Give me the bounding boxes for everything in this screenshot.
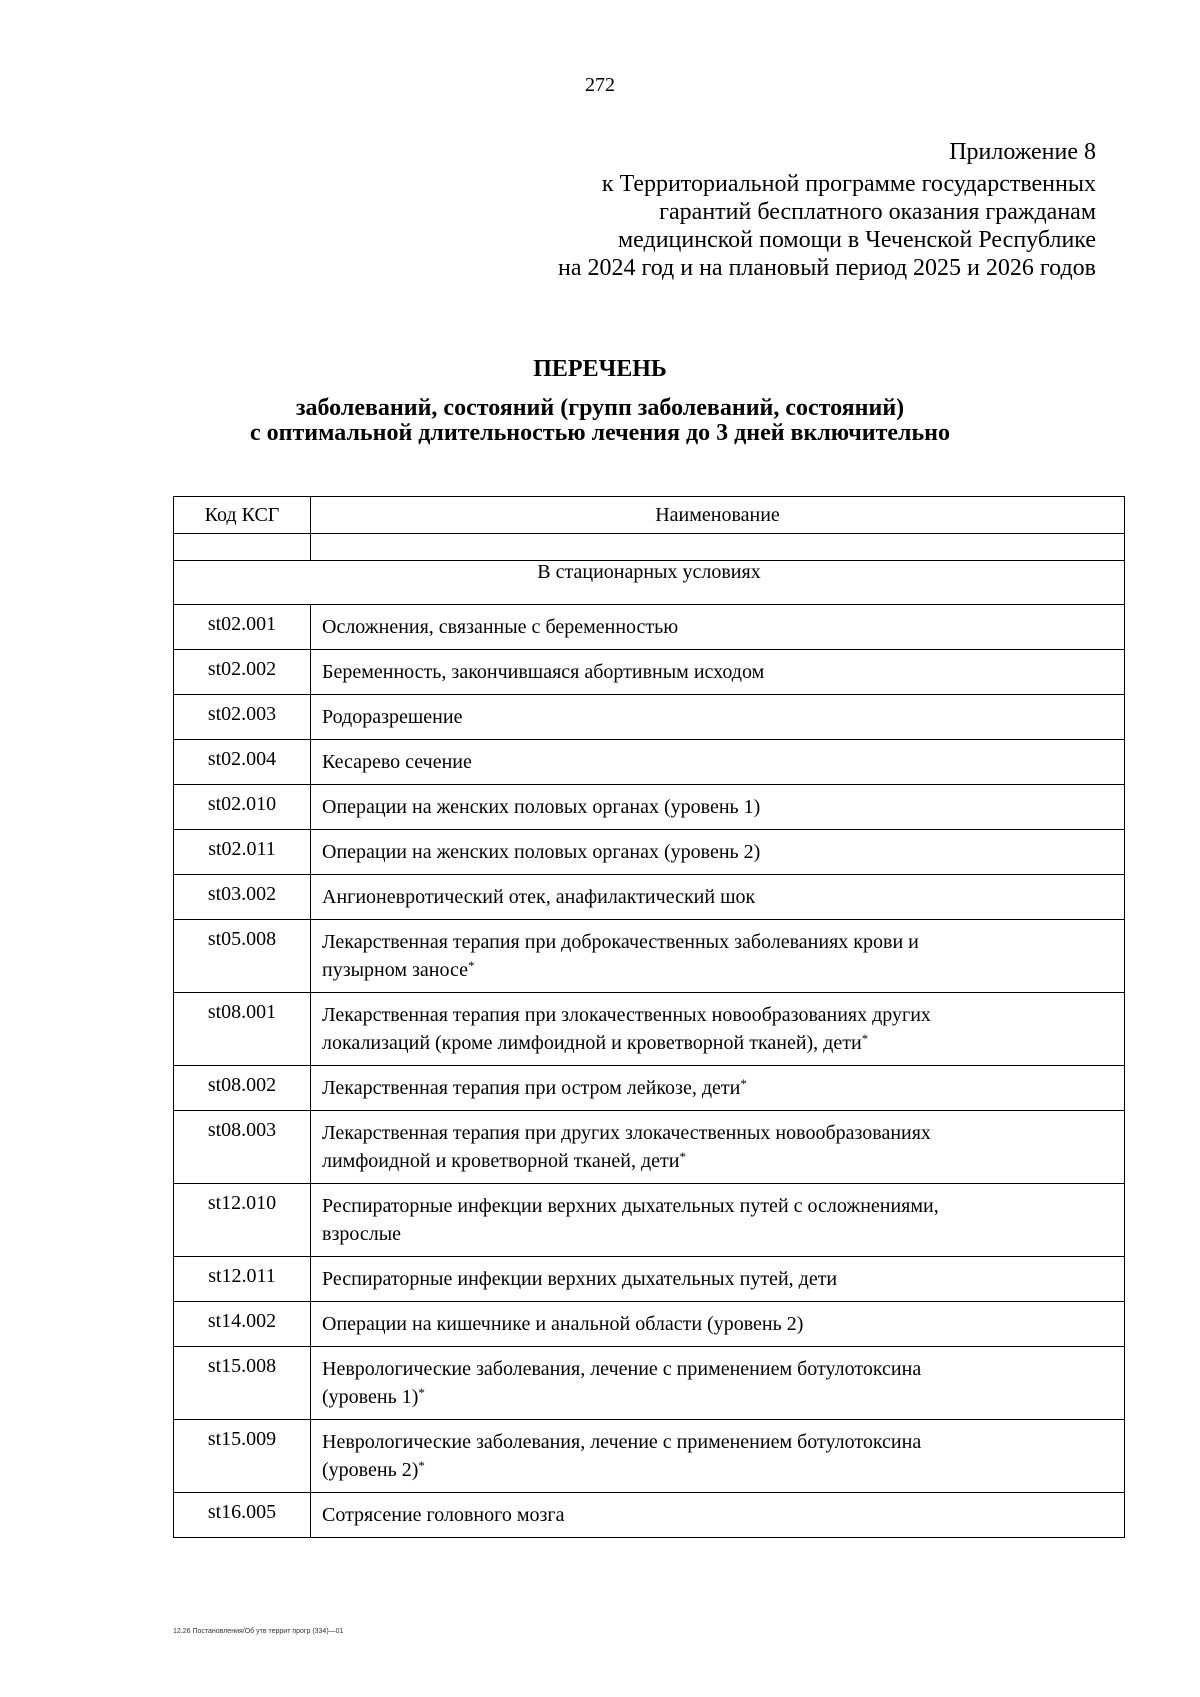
- ksg-code: st02.011: [174, 830, 311, 875]
- ksg-name: [311, 1066, 1125, 1111]
- table-row: [174, 1347, 1125, 1420]
- ksg-name-line: [322, 883, 1114, 911]
- ksg-name-line: [322, 1001, 1114, 1029]
- ksg-name: [311, 1184, 1125, 1257]
- ksg-name-text: Операции на женских половых органах (уровень 2): [322, 841, 761, 863]
- subtitle-line: с оптимальной длительностью лечения до 3 дней включительно: [249, 420, 951, 446]
- ksg-name-line: [322, 1355, 1114, 1383]
- ksg-code: st14.002: [174, 1302, 311, 1347]
- document-subtitle: [0, 396, 1200, 446]
- ksg-code: st15.008: [174, 1347, 311, 1420]
- document-title: ПЕРЕЧЕНЬ: [533, 356, 667, 382]
- ksg-name-line: [322, 956, 1114, 984]
- ksg-code: st16.005: [174, 1493, 311, 1538]
- ksg-name-text: Осложнения, связанные с беременностью: [322, 616, 679, 638]
- ksg-name-text: взрослые: [322, 1223, 402, 1245]
- ksg-name: [311, 1493, 1125, 1538]
- appendix-block: [376, 138, 1096, 282]
- ksg-name-text: Лекарственная терапия при злокачественных новообразованиях других: [322, 1004, 931, 1026]
- table-row: [174, 740, 1125, 785]
- ksg-name-line: [322, 1192, 1114, 1220]
- table-row: [174, 875, 1125, 920]
- ksg-name-text: Сотрясение головного мозга: [322, 1504, 565, 1526]
- ksg-name-text: Родоразрешение: [322, 706, 463, 728]
- ksg-name-text: Операции на женских половых органах (уровень 1): [322, 796, 761, 818]
- ksg-name-line: [322, 1220, 1114, 1248]
- table-header-row: [174, 497, 1125, 534]
- footnote-marker: *: [740, 1076, 747, 1091]
- ksg-name-line: [322, 1119, 1114, 1147]
- ksg-name-text: Ангионевротический отек, анафилактический шок: [322, 886, 756, 908]
- ksg-name: [311, 650, 1125, 695]
- table-row: [174, 1493, 1125, 1538]
- ksg-name: [311, 1420, 1125, 1493]
- footnote-marker: *: [861, 1031, 869, 1046]
- table-row: [174, 785, 1125, 830]
- ksg-name: [311, 875, 1125, 920]
- ksg-name-line: [322, 838, 1114, 866]
- ksg-code: st08.002: [174, 1066, 311, 1111]
- ksg-name-text: (уровень 2): [322, 1459, 419, 1481]
- footnote-marker: *: [468, 958, 475, 973]
- ksg-code: st03.002: [174, 875, 311, 920]
- ksg-code: st02.002: [174, 650, 311, 695]
- appendix-title: Приложение 8: [949, 139, 1096, 165]
- footer-note: 12.26 Постановления/Об утв террит прогр (334)—01: [173, 1628, 344, 1635]
- ksg-name-text: Лекарственная терапия при других злокачественных новообразованиях: [322, 1122, 931, 1144]
- table-row: [174, 1111, 1125, 1184]
- header-name: Наименование: [311, 497, 1125, 534]
- table-row: [174, 830, 1125, 875]
- ksg-name-line: [322, 1310, 1114, 1338]
- ksg-name-line: [322, 1456, 1114, 1484]
- table-row: [174, 695, 1125, 740]
- ksg-name-line: [322, 658, 1114, 686]
- ksg-name-text: Лекарственная терапия при доброкачественных заболеваниях крови и: [322, 931, 919, 953]
- table-row: [174, 1257, 1125, 1302]
- ksg-name: [311, 1302, 1125, 1347]
- ksg-name: [311, 695, 1125, 740]
- ksg-name-text: Неврологические заболевания, лечение с применением ботулотоксина: [322, 1431, 922, 1453]
- ksg-code: st05.008: [174, 920, 311, 993]
- ksg-code: st12.010: [174, 1184, 311, 1257]
- ksg-name-line: [322, 613, 1114, 641]
- table-row: [174, 993, 1125, 1066]
- subtitle-line: заболеваний, состояний (групп заболеваний, состояний): [295, 395, 905, 421]
- ksg-name-line: [322, 1501, 1114, 1529]
- ksg-name: [311, 1347, 1125, 1420]
- appendix-line: к Территориальной программе государственных: [601, 171, 1096, 197]
- ksg-name-text: пузырном заносе: [322, 959, 468, 981]
- ksg-name-line: [322, 793, 1114, 821]
- ksg-name-line: [322, 1265, 1114, 1293]
- ksg-name-line: [322, 1147, 1114, 1175]
- footnote-marker: *: [418, 1385, 425, 1400]
- ksg-name-text: Операции на кишечнике и анальной области (уровень 2): [322, 1313, 804, 1335]
- footnote-marker: *: [418, 1458, 425, 1473]
- ksg-name-text: Беременность, закончившаяся абортивным исходом: [322, 661, 765, 683]
- footnote-marker: *: [679, 1149, 686, 1164]
- ksg-code: st02.003: [174, 695, 311, 740]
- ksg-name-text: Неврологические заболевания, лечение с применением ботулотоксина: [322, 1358, 922, 1380]
- section-label: В стационарных условиях: [174, 561, 1125, 605]
- ksg-table: [173, 496, 1125, 1538]
- table-row: [174, 605, 1125, 650]
- empty-row: [174, 534, 1125, 561]
- ksg-name: [311, 830, 1125, 875]
- ksg-code: st08.001: [174, 993, 311, 1066]
- ksg-name-line: [322, 1383, 1114, 1411]
- ksg-name-text: лимфоидной и кроветворной тканей, дети: [322, 1150, 680, 1172]
- ksg-code: st12.011: [174, 1257, 311, 1302]
- section-row: [174, 561, 1125, 605]
- header-code: Код КСГ: [174, 497, 311, 534]
- ksg-name-text: локализаций (кроме лимфоидной и кроветворной тканей), дети: [322, 1032, 862, 1054]
- ksg-name: [311, 740, 1125, 785]
- appendix-line: медицинской помощи в Чеченской Республике: [617, 227, 1096, 253]
- ksg-code: st15.009: [174, 1420, 311, 1493]
- appendix-line: на 2024 год и на плановый период 2025 и 2026 годов: [557, 255, 1096, 281]
- ksg-name: [311, 920, 1125, 993]
- ksg-name-line: [322, 1029, 1114, 1057]
- ksg-name-line: [322, 1428, 1114, 1456]
- ksg-name-line: [322, 703, 1114, 731]
- table-row: [174, 1184, 1125, 1257]
- ksg-name-text: Респираторные инфекции верхних дыхательных путей с осложнениями,: [322, 1195, 939, 1217]
- table-row: [174, 1066, 1125, 1111]
- empty-cell: [311, 534, 1125, 561]
- ksg-name-text: Лекарственная терапия при остром лейкозе, дети: [322, 1077, 741, 1099]
- empty-cell: [174, 534, 311, 561]
- ksg-name-line: [322, 1074, 1114, 1102]
- table-row: [174, 1302, 1125, 1347]
- ksg-name-line: [322, 748, 1114, 776]
- ksg-name-text: Респираторные инфекции верхних дыхательных путей, дети: [322, 1268, 838, 1290]
- ksg-name: [311, 993, 1125, 1066]
- ksg-name-text: (уровень 1): [322, 1386, 419, 1408]
- page-number: 272: [585, 74, 615, 96]
- table-row: [174, 920, 1125, 993]
- ksg-code: st02.010: [174, 785, 311, 830]
- table-row: [174, 650, 1125, 695]
- ksg-code: st02.001: [174, 605, 311, 650]
- ksg-name: [311, 785, 1125, 830]
- ksg-name: [311, 1257, 1125, 1302]
- ksg-code: st08.003: [174, 1111, 311, 1184]
- appendix-line: гарантий бесплатного оказания гражданам: [659, 199, 1096, 225]
- ksg-code: st02.004: [174, 740, 311, 785]
- ksg-name-text: Кесарево сечение: [322, 751, 472, 773]
- table-row: [174, 1420, 1125, 1493]
- ksg-name: [311, 1111, 1125, 1184]
- ksg-name-line: [322, 928, 1114, 956]
- ksg-name: [311, 605, 1125, 650]
